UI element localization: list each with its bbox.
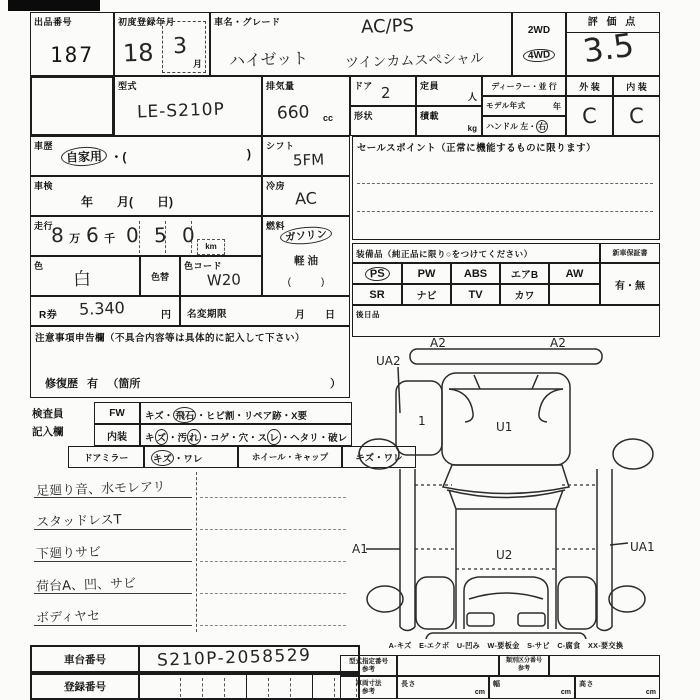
- class-number-sub: 参考: [517, 665, 530, 672]
- right-tail-light: [518, 613, 545, 626]
- diagram-label-a1: A1: [352, 542, 368, 556]
- lot-number-cell: [30, 12, 114, 76]
- interior-value-cell: [140, 424, 352, 446]
- hood-ticks: [474, 375, 538, 389]
- interior-sure-circled: レ: [267, 429, 281, 445]
- diagram-label-1: 1: [418, 414, 426, 428]
- length-cell: [397, 676, 489, 699]
- handnote-line: スタッドレスT: [35, 512, 122, 531]
- sales-rule: [357, 183, 653, 184]
- color-code-cell: [180, 256, 262, 296]
- rear-window-arc: [469, 593, 543, 599]
- damage-legend: A-キズ E-エクボ U-凹み W-要板金 S-サビ C-腐食 XX-要交換: [388, 641, 624, 650]
- warranty-label-cell: [600, 243, 660, 263]
- color-cell: [30, 256, 140, 296]
- door-label: ドア: [354, 81, 373, 91]
- wheel-cap-label: ホイール・キャップ: [251, 452, 329, 462]
- mileage-divider: [191, 221, 192, 253]
- model-year-cell: [482, 96, 566, 116]
- type-designation-label-cell: [340, 655, 397, 676]
- notes-divider: [196, 472, 197, 632]
- equipment-note: AC/PS: [360, 15, 415, 38]
- equip-abs-cell: [451, 263, 500, 284]
- sales-rule: [357, 211, 653, 212]
- note-rule: [34, 529, 192, 530]
- length-unit: cm: [474, 689, 485, 696]
- mirror-kizu-circled: キズ: [151, 450, 174, 466]
- door-mirror-label: ドアミラー: [83, 452, 129, 463]
- recycle-ticket-value: 5.340: [78, 298, 126, 319]
- warranty-value: 有・無: [615, 280, 645, 292]
- displacement-label: 排気量: [266, 81, 295, 91]
- dimensions-sub: 参考: [362, 688, 375, 696]
- mileage-cell: [30, 216, 262, 256]
- right-rear-wheel: [609, 586, 645, 612]
- windshield-outline: [443, 465, 569, 494]
- height-unit: cm: [645, 689, 656, 696]
- reg-divider: [180, 678, 181, 697]
- handnote-line: 足廻り音、水モレアリ: [35, 479, 166, 500]
- fuel-cell: [262, 216, 350, 296]
- inspection-units: 年 月( 日): [81, 195, 173, 209]
- car-name-cell: [210, 12, 512, 76]
- aircon-value: AC: [294, 188, 318, 209]
- right-mirror: [613, 439, 653, 469]
- handnote-line: ボディヤセ: [35, 608, 101, 627]
- door-mirror-cell: [68, 446, 144, 468]
- handle-cell: [482, 116, 566, 136]
- interior-key-cell: [94, 424, 140, 446]
- equip-sr-cell: [352, 284, 402, 305]
- diagram-label-u1: U1: [496, 420, 513, 434]
- interior-header: [613, 76, 660, 96]
- notes-title: 注意事項申告欄（不具合内容等は具体的に記入して下さい）: [35, 333, 306, 344]
- chassis-number: S210P-2058529: [156, 645, 312, 671]
- front-bumper-outline: [410, 349, 602, 364]
- exterior-label: 外 装: [579, 81, 600, 92]
- vehicle-diagram: [352, 337, 660, 639]
- fuel-paren: ( ): [287, 277, 325, 288]
- height-cell: [575, 676, 660, 699]
- score-value: 3.5: [580, 25, 637, 71]
- interior-seg: ・ヘタリ・破レ: [280, 433, 348, 444]
- shift-cell: [262, 136, 350, 176]
- equip-abs: ABS: [463, 267, 488, 280]
- first-registration-cell: [114, 12, 210, 76]
- color-change-label: 色替: [150, 271, 169, 282]
- interior-grade: C: [628, 103, 645, 129]
- length-label: 長さ: [401, 681, 416, 688]
- type-designation-sub: 参考: [362, 666, 375, 674]
- fuel-gasoline-circled: ガソリン: [279, 225, 332, 246]
- note-rule-right: [200, 593, 346, 594]
- left-rear-wheel: [367, 586, 403, 612]
- equip-navi: ナビ: [416, 291, 437, 302]
- dealer-cell: [482, 76, 566, 96]
- mileage-unit-man: 万: [69, 233, 81, 245]
- width-label: 幅: [493, 681, 501, 688]
- right-rear-fender: [558, 577, 596, 629]
- left-tail-light: [467, 613, 494, 626]
- left-pillar: [449, 389, 473, 422]
- repair-location-label: （箇所: [107, 378, 141, 390]
- capacity-unit: 人: [467, 92, 477, 102]
- reg-divider: [224, 678, 225, 697]
- shift-label: シフト: [266, 141, 295, 151]
- model-code-cell: [114, 76, 262, 136]
- mileage-unit-sen: 千: [104, 233, 116, 245]
- mileage-divider: [165, 221, 166, 253]
- note-rule-right: [200, 561, 346, 562]
- displacement-unit: cc: [323, 113, 334, 123]
- shift-value: 5FM: [292, 150, 325, 170]
- fw-key-cell: [94, 402, 140, 424]
- capacity-label: 定員: [420, 81, 440, 91]
- mileage-d1: 8: [50, 222, 65, 248]
- equipment-title: 装備品（純正品に限り○をつけてください）: [356, 249, 533, 259]
- door-mirror-value-cell: [144, 446, 238, 468]
- dealer-label: ディーラー・並 行: [491, 81, 557, 91]
- car-grade-value: ツインカムスペシャル: [344, 50, 485, 72]
- wheel-cap-value: キズ・ワレ: [355, 453, 403, 464]
- load-label: 積載: [420, 111, 440, 121]
- interior-seg: ・コゲ・穴・ス: [200, 433, 268, 444]
- handle-label: ハンドル 左・: [486, 122, 537, 131]
- sales-point-box: [352, 136, 660, 240]
- fuel-label: 燃料: [266, 221, 286, 231]
- displacement-cell: [262, 76, 350, 136]
- class-number-label-cell: [499, 655, 549, 676]
- interior-seg: ・汚: [168, 433, 188, 444]
- exterior-grade-cell: [566, 96, 613, 136]
- registration-number-label: 登録番号: [32, 675, 140, 698]
- equip-empty: [550, 285, 599, 304]
- color-code-value: W20: [206, 270, 242, 290]
- interior-yogore-circled: れ: [187, 429, 201, 445]
- mileage-divider: [139, 221, 140, 253]
- model-code-label: 型式: [118, 81, 138, 91]
- score-label: 評 価 点: [567, 13, 659, 33]
- repair-history-label: 修復歴: [45, 378, 78, 390]
- registration-month-box: [162, 21, 206, 73]
- reg-divider-solid: [312, 675, 313, 698]
- drive-type-cell: [512, 12, 566, 76]
- model-year-unit: 年: [553, 102, 561, 111]
- displacement-value: 660: [276, 102, 310, 124]
- stamp-box: [30, 76, 114, 136]
- score-cell: [566, 12, 660, 76]
- chassis-label: 車台番号: [32, 647, 140, 671]
- door-cell: [350, 76, 416, 106]
- car-name-label: 車名・グレード: [214, 17, 281, 27]
- diagram-label-ua2: UA2: [376, 354, 401, 368]
- interior-label: 内 装: [626, 81, 647, 92]
- note-rule: [34, 497, 192, 498]
- recycle-ticket-unit: 円: [161, 310, 171, 321]
- equip-navi-cell: [402, 284, 451, 305]
- month-unit: 月: [192, 59, 202, 69]
- load-unit: kg: [467, 124, 477, 133]
- registration-month: 3: [172, 33, 188, 60]
- model-year-label: モデル年式: [486, 101, 526, 110]
- note-rule: [34, 593, 192, 594]
- width-cell: [489, 676, 575, 699]
- interior-seg: キ: [145, 433, 155, 444]
- equipment-title-cell: [352, 243, 600, 263]
- note-rule-right: [200, 625, 346, 626]
- registration-year: 18: [122, 38, 155, 68]
- history-private-circled: 自家用: [61, 146, 108, 167]
- class-number-value-cell: [549, 655, 660, 676]
- equip-airbag: エアB: [510, 270, 539, 281]
- note-rule-right: [200, 529, 346, 530]
- warranty-value-cell: [600, 263, 660, 305]
- rear-bumper-outline: [426, 633, 586, 639]
- equip-sr: SR: [369, 288, 385, 301]
- mileage-d5: 0: [181, 222, 196, 248]
- fw-key: FW: [109, 407, 125, 419]
- equip-ps-cell: [352, 263, 402, 284]
- door-value: 2: [380, 83, 391, 103]
- reg-divider: [268, 678, 269, 697]
- recycle-ticket-label: R券: [39, 310, 58, 321]
- color-value: 白: [72, 268, 92, 291]
- mileage-d4: 5: [153, 222, 168, 248]
- equip-ps-circled: PS: [364, 266, 389, 281]
- reg-divider: [202, 678, 203, 697]
- model-code-value: LE-S210P: [136, 99, 226, 123]
- notes-box: [30, 326, 350, 398]
- mileage-d3: 0: [125, 222, 139, 248]
- warranty-label: 新車保証書: [612, 250, 648, 257]
- interior-key: 内装: [107, 431, 127, 443]
- repair-paren-close: ）: [330, 378, 341, 390]
- inspector-label-1: 検査員: [32, 408, 64, 420]
- mileage-d2: 6: [85, 222, 100, 248]
- type-designation-value-cell: [397, 655, 499, 676]
- history-cell: [30, 136, 262, 176]
- equip-pw-cell: [402, 263, 451, 284]
- diagram-label-u2: U2: [496, 548, 513, 562]
- drive-2wd: 2WD: [527, 25, 551, 36]
- color-change-cell: [140, 256, 180, 296]
- fw-items-post: ・ヒビ割・リペア跡・X要: [196, 411, 307, 422]
- equip-aw: AW: [565, 267, 584, 280]
- equip-pw: PW: [417, 267, 436, 280]
- note-rule: [34, 625, 192, 626]
- exterior-header: [566, 76, 613, 96]
- inspection-cell: [30, 176, 262, 216]
- color-code-label: 色コード: [184, 261, 223, 271]
- dimensions-label-cell: [340, 676, 397, 699]
- fw-value-cell: [140, 402, 352, 424]
- load-cell: [416, 106, 482, 136]
- interior-grade-cell: [613, 96, 660, 136]
- wheel-cap-cell: [238, 446, 342, 468]
- equip-kawa: カワ: [514, 291, 535, 302]
- equip-tv: TV: [468, 288, 483, 301]
- drive-4wd-circled: 4WD: [523, 48, 556, 63]
- inspection-label: 車検: [34, 181, 54, 191]
- fuel-diesel: 軽 油: [294, 255, 318, 267]
- note-rule-right: [200, 497, 346, 498]
- later-items-box: [352, 305, 660, 337]
- recycle-ticket-cell: [30, 296, 180, 326]
- first-registration-label: 初度登録年月: [118, 17, 176, 27]
- shape-label: 形状: [354, 111, 374, 121]
- redaction-bar: [8, 0, 100, 11]
- ua2-leader: [398, 367, 400, 413]
- chassis-box: [30, 645, 360, 673]
- diagram-label-ua1: UA1: [630, 540, 655, 554]
- left-mirror: [359, 439, 399, 469]
- sales-point-title: セールスポイント（正常に機能するものに限ります）: [357, 143, 597, 154]
- equip-empty-cell: [549, 284, 600, 305]
- mileage-km-unit: km: [197, 239, 225, 255]
- exterior-grade: C: [581, 103, 598, 129]
- reg-divider-solid: [246, 675, 247, 698]
- capacity-cell: [416, 76, 482, 106]
- aircon-label: 冷房: [266, 181, 286, 191]
- fw-tobiishi-circled: 飛石: [173, 407, 196, 423]
- history-paren-open: ・(: [110, 150, 127, 164]
- equip-kawa-cell: [500, 284, 549, 305]
- color-label: 色: [34, 261, 44, 271]
- fw-items-pre: キズ・: [145, 411, 174, 422]
- name-change-label: 名変期限: [187, 309, 228, 320]
- name-change-cell: [180, 296, 350, 326]
- shape-cell: [350, 106, 416, 136]
- interior-kizu-circled: ズ: [155, 429, 169, 445]
- history-paren-close: ): [247, 147, 251, 161]
- handle-right-circled: 右: [538, 122, 547, 131]
- equip-airbag-cell: [500, 263, 549, 284]
- repair-history-value: 有: [87, 378, 99, 390]
- note-rule: [34, 561, 192, 562]
- right-pillar: [539, 389, 563, 422]
- mirror-ware: ・ワレ: [173, 454, 203, 465]
- lot-number-label: 出品番号: [34, 17, 73, 27]
- diagram-label-a2-right: A2: [550, 337, 566, 350]
- type-designation-label: 型式指定番号: [349, 658, 388, 665]
- lot-number-value: 187: [50, 43, 94, 67]
- mileage-label: 走行: [34, 221, 54, 231]
- inspector-label-2: 記入欄: [32, 426, 64, 438]
- later-items-label: 後日品: [356, 310, 380, 319]
- history-label: 車歴: [34, 141, 54, 151]
- reg-divider: [334, 678, 335, 697]
- diagram-label-a2-left: A2: [430, 337, 446, 350]
- aircon-cell: [262, 176, 350, 216]
- handnote-line: 荷台A、凹、サビ: [35, 576, 137, 595]
- equip-aw-cell: [549, 263, 600, 284]
- registration-box: [30, 673, 360, 700]
- name-change-units: 月 日: [295, 310, 335, 321]
- handnote-line: 下廻りサビ: [35, 544, 102, 563]
- equip-tv-cell: [451, 284, 500, 305]
- class-number-label: 類別区分番号: [505, 658, 542, 664]
- width-unit: cm: [560, 689, 571, 696]
- left-rear-fender: [416, 577, 454, 629]
- dimensions-label: 車両寸法: [355, 680, 382, 687]
- car-name-value: ハイゼット: [228, 48, 309, 71]
- reg-divider: [290, 678, 291, 697]
- rear-window-outline: [464, 577, 548, 629]
- height-label: 高さ: [579, 681, 594, 688]
- cab-outline: [442, 373, 570, 465]
